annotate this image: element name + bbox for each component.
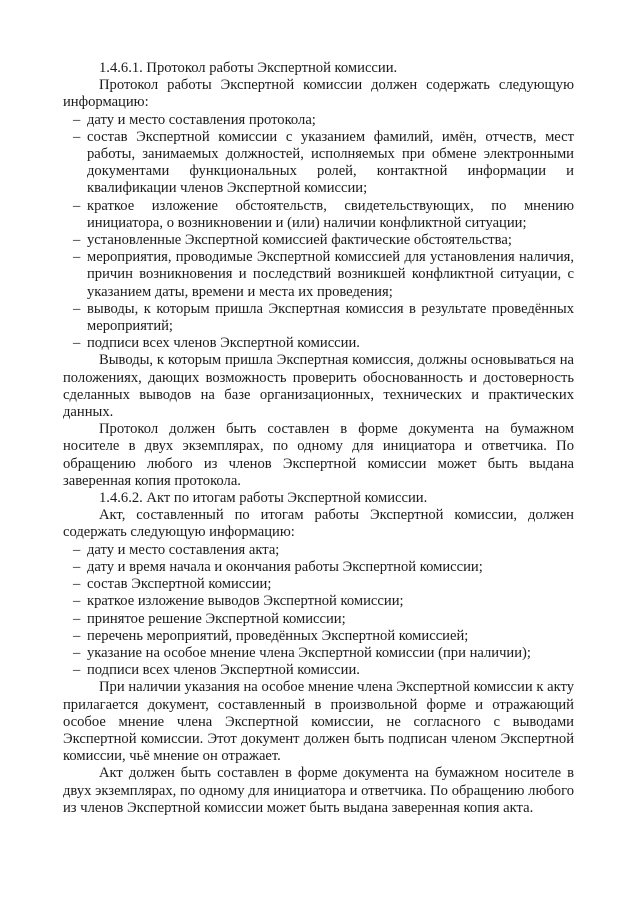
- section-heading-act: 1.4.6.2. Акт по итогам работы Экспертной комиссии.: [99, 490, 428, 507]
- protocol-conclusions-paragraph: Выводы, к которым пришла Экспертная комиссия, должны основываться на положениях, дающих возможность проверить обоснованность и достоверность сделанных выводов на базе организационных, технических и практических данных.: [63, 352, 574, 421]
- list-dash: –: [73, 627, 81, 644]
- list-dash: –: [73, 541, 81, 558]
- list-item-text: указание на особое мнение члена Экспертной комиссии (при наличии);: [87, 644, 531, 661]
- list-item: [63, 198, 574, 232]
- list-item-text: краткое изложение выводов Экспертной комиссии;: [87, 593, 404, 610]
- list-dash: –: [73, 662, 81, 679]
- list-item-text: краткое изложение обстоятельств, свидетельствующих, по мнению инициатора, о возникновении и (или) наличии конфликтной ситуации;: [87, 197, 574, 231]
- list-item: [63, 249, 574, 301]
- list-dash: –: [73, 249, 81, 266]
- list-item: [63, 611, 574, 628]
- list-dash: –: [73, 593, 81, 610]
- list-item: [63, 112, 574, 129]
- list-item: [63, 576, 574, 593]
- list-dash: –: [73, 111, 81, 128]
- act-form-paragraph: Акт должен быть составлен в форме документа на бумажном носителе в двух экземплярах, по одному для инициатора и ответчика. По обращению любого из членов Экспертной комиссии может быть выдана заверенная копия акта.: [63, 765, 574, 816]
- list-dash: –: [73, 558, 81, 575]
- list-item: [63, 593, 574, 610]
- list-item: [63, 662, 574, 679]
- list-item-text: дату и время начала и окончания работы Экспертной комиссии;: [87, 558, 483, 575]
- list-item-text: состав Экспертной комиссии с указанием фамилий, имён, отчеств, мест работы, занимаемых должностей, исполняемых при обмене электронными документами функциональных ролей, контактной информации и квалификации членов Экспертной комиссии;: [87, 128, 574, 197]
- list-dash: –: [73, 576, 81, 593]
- list-dash: –: [73, 232, 81, 249]
- act-special-opinion-paragraph: При наличии указания на особое мнение члена Экспертной комиссии к акту прилагается документ, составленный в произвольной форме и отражающий особое мнение члена Экспертной комиссии, не согласного с выводами Экспертной комиссии. Этот документ должен быть подписан членом Экспертной комиссии, чьё мнение он отражает.: [63, 679, 574, 765]
- list-item-text: дату и место составления протокола;: [87, 111, 316, 128]
- list-dash: –: [73, 300, 81, 317]
- list-dash: –: [73, 644, 81, 661]
- list-dash: –: [73, 197, 81, 214]
- list-item: [63, 129, 574, 198]
- list-item-text: дату и место составления акта;: [87, 541, 280, 558]
- list-item-text: установленные Экспертной комиссией фактические обстоятельства;: [87, 232, 512, 249]
- list-dash: –: [73, 335, 81, 352]
- list-item: [63, 301, 574, 335]
- list-item-text: выводы, к которым пришла Экспертная комиссия в результате проведённых мероприятий;: [87, 300, 574, 335]
- list-item-text: состав Экспертной комиссии;: [87, 576, 272, 593]
- list-item-text: принятое решение Экспертной комиссии;: [87, 610, 346, 627]
- list-dash: –: [73, 128, 81, 145]
- protocol-intro: Протокол работы Экспертной комиссии должен содержать следующую информацию:: [63, 77, 574, 111]
- list-item-text: мероприятия, проводимые Экспертной комиссией для установления наличия, причин возникновения и последствий возникшей конфликтной ситуации, с указанием даты, времени и места их проведения;: [87, 249, 574, 300]
- list-dash: –: [73, 610, 81, 627]
- protocol-form-paragraph: Протокол должен быть составлен в форме документа на бумажном носителе в двух экземплярах, по одному для инициатора и ответчика. По обращению любого из членов Экспертной комиссии может быть выдана заверенная копия протокола.: [63, 421, 574, 489]
- list-item: [63, 559, 574, 576]
- act-intro: Акт, составленный по итогам работы Экспертной комиссии, должен содержать следующую информацию:: [63, 507, 574, 541]
- act-items-list: [63, 542, 574, 680]
- section-heading-protocol: 1.4.6.1. Протокол работы Экспертной комиссии.: [99, 60, 398, 76]
- list-item-text: перечень мероприятий, проведённых Экспертной комиссией;: [87, 627, 469, 644]
- document-body: [63, 60, 574, 817]
- list-item: [63, 628, 574, 645]
- list-item-text: подписи всех членов Экспертной комиссии.: [87, 662, 360, 679]
- list-item: [63, 645, 574, 662]
- list-item-text: подписи всех членов Экспертной комиссии.: [87, 335, 360, 352]
- protocol-items-list: [63, 112, 574, 353]
- list-item: [63, 232, 574, 249]
- list-item: [63, 335, 574, 352]
- list-item: [63, 542, 574, 559]
